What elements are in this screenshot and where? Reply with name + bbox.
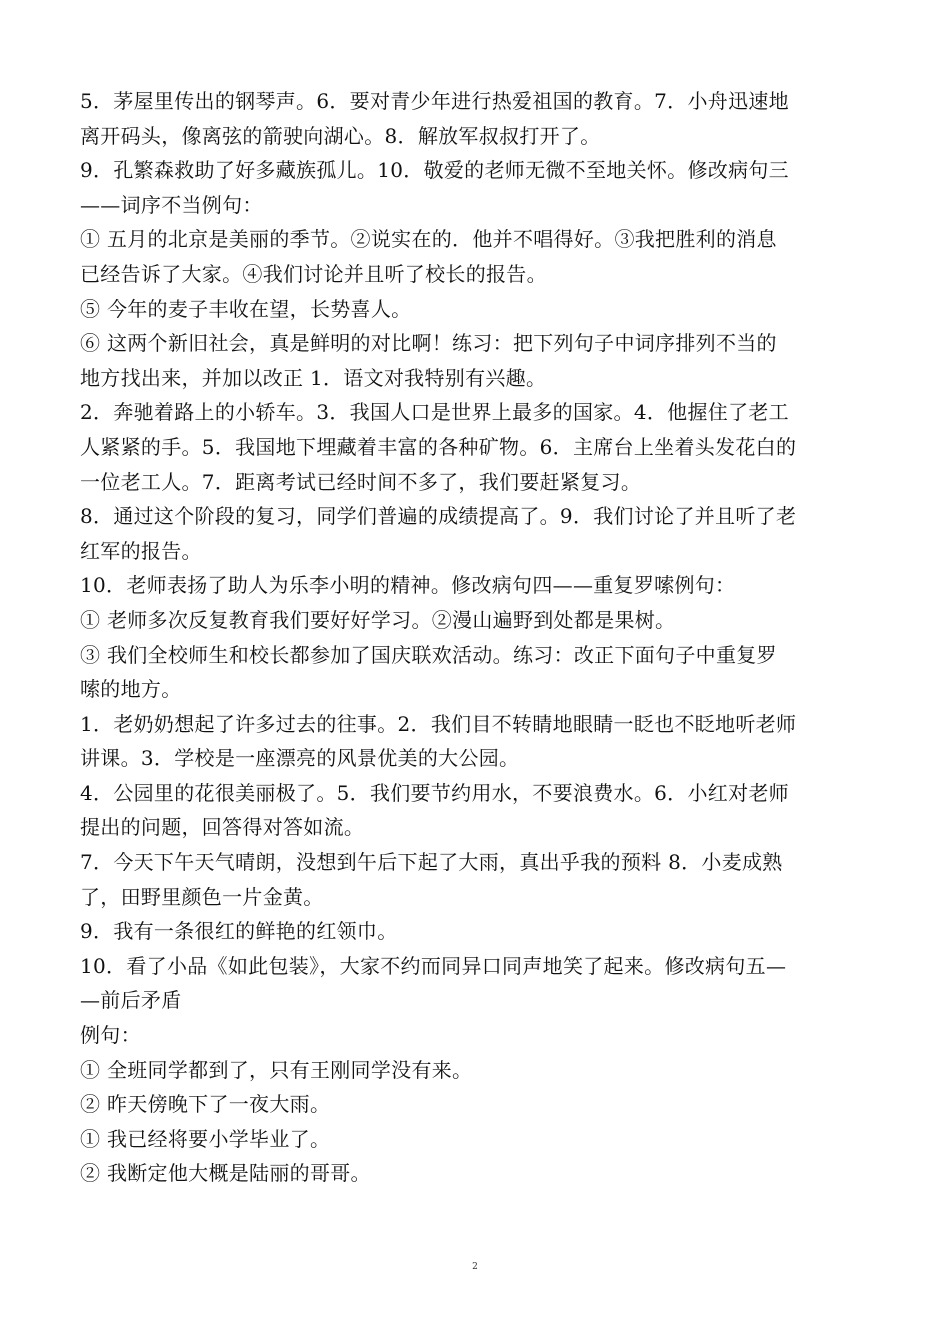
text-line: 讲课。3．学校是一座漂亮的风景优美的大公园。 bbox=[80, 746, 520, 771]
text-line: 5．茅屋里传出的钢琴声。6．要对青少年进行热爱祖国的教育。7．小舟迅速地 bbox=[80, 89, 789, 113]
document-body bbox=[80, 84, 870, 1191]
text-line: ② 我断定他大概是陆丽的哥哥。 bbox=[80, 1161, 371, 1186]
text-line: 提出的问题，回答得对答如流。 bbox=[80, 815, 365, 840]
text-line: 7．今天下午天气晴朗，没想到午后下起了大雨，真出乎我的预料 8．小麦成熟 bbox=[80, 850, 783, 875]
text-line: 离开码头，像离弦的箭驶向湖心。8．解放军叔叔打开了。 bbox=[80, 123, 601, 148]
text-line: ——词序不当例句： bbox=[80, 192, 263, 217]
text-line: 4．公园里的花很美丽极了。5．我们要节约用水，不要浪费水。6．小红对老师 bbox=[80, 780, 789, 805]
text-line: ① 五月的北京是美丽的季节。②说实在的．他并不唱得好。③我把胜利的消息 bbox=[80, 227, 777, 252]
text-line: 了，田野里颜色一片金黄。 bbox=[80, 884, 324, 909]
text-line: ① 我已经将要小学毕业了。 bbox=[80, 1126, 331, 1151]
text-line: —前后矛盾 bbox=[80, 988, 182, 1013]
text-line: ⑥ 这两个新旧社会，真是鲜明的对比啊！练习：把下列句子中词序排列不当的 bbox=[80, 331, 777, 356]
text-line: ① 老师多次反复教育我们要好好学习。②漫山遍野到处都是果树。 bbox=[80, 607, 676, 632]
text-line: 9．孔繁森救助了好多藏族孤儿。10．敬爱的老师无微不至地关怀。修改病句三 bbox=[80, 158, 789, 183]
text-line: 1．老奶奶想起了许多过去的往事。2．我们目不转睛地眼睛一眨也不眨地听老师 bbox=[80, 711, 797, 736]
text-line: 9．我有一条很红的鲜艳的红领巾。 bbox=[80, 919, 398, 944]
text-line: 10．老师表扬了助人为乐李小明的精神。修改病句四——重复罗嗦例句： bbox=[80, 573, 736, 598]
text-line: ① 全班同学都到了，只有王刚同学没有来。 bbox=[80, 1057, 473, 1082]
text-line: 红军的报告。 bbox=[80, 538, 202, 563]
text-line: 2．奔驰着路上的小轿车。3．我国人口是世界上最多的国家。4．他握住了老工 bbox=[80, 400, 789, 425]
text-line: 嗦的地方。 bbox=[80, 677, 182, 702]
text-line: ⑤ 今年的麦子丰收在望，长势喜人。 bbox=[80, 296, 412, 321]
text-line: ③ 我们全校师生和校长都参加了国庆联欢活动。练习：改正下面句子中重复罗 bbox=[80, 642, 777, 667]
text-line: 地方找出来，并加以改正 1．语文对我特别有兴趣。 bbox=[80, 365, 547, 390]
text-line: 一位老工人。7．距离考试已经时间不多了，我们要赶紧复习。 bbox=[80, 469, 642, 494]
text-line: 10．看了小品《如此包装》，大家不约而同异口同声地笑了起来。修改病句五— bbox=[80, 953, 787, 978]
text-line: 人紧紧的手。5．我国地下埋藏着丰富的各种矿物。6．主席台上坐着头发花白的 bbox=[80, 434, 797, 459]
text-line: 已经告诉了大家。④我们讨论并且听了校长的报告。 bbox=[80, 261, 547, 286]
text-line: 8．通过这个阶段的复习，同学们普遍的成绩提高了。9．我们讨论了并且听了老 bbox=[80, 504, 797, 529]
text-line: ② 昨天傍晚下了一夜大雨。 bbox=[80, 1092, 331, 1117]
page-number: 2 bbox=[472, 1262, 478, 1272]
text-line: 例句： bbox=[80, 1023, 141, 1048]
